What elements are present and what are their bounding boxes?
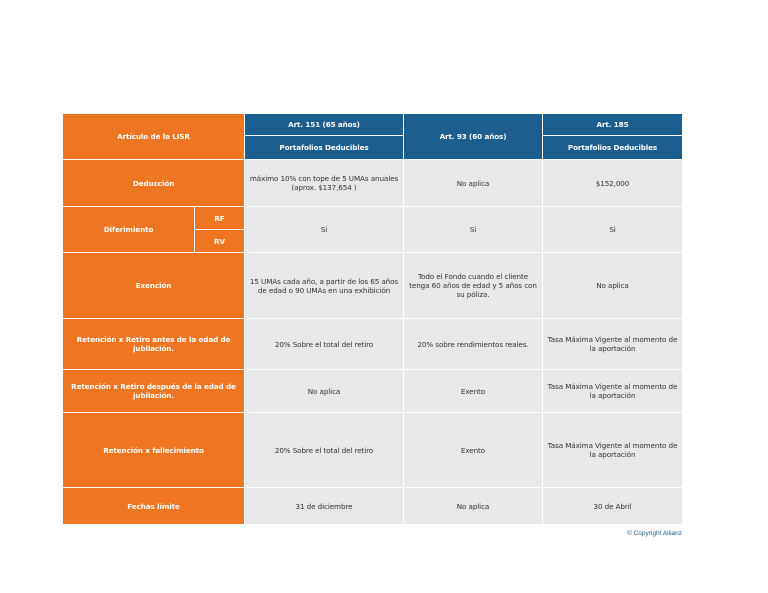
cell-retencion-antes-art93: 20% sobre rendimientos reales. bbox=[404, 319, 542, 369]
header-art151: Art. 151 (65 años) bbox=[245, 114, 403, 135]
row-label-exencion: Exención bbox=[63, 253, 244, 318]
header-art151-sub: Portafolios Deducibles bbox=[245, 136, 403, 159]
cell-retencion-antes-art185: Tasa Máxima Vigente al momento de la aportación bbox=[543, 319, 682, 369]
cell-fechas-art93: No aplica bbox=[404, 488, 542, 524]
header-art185: Art. 185 bbox=[543, 114, 682, 135]
cell-diferimiento-art93: Si bbox=[404, 207, 542, 252]
row-label-retencion-despues: Retención x Retiro después de la edad de jubilación. bbox=[63, 370, 244, 412]
cell-exencion-art151: 15 UMAs cada año, a partir de los 65 años de edad o 90 UMAs en una exhibición bbox=[245, 253, 403, 318]
cell-retencion-despues-art185: Tasa Máxima Vigente al momento de la aportación bbox=[543, 370, 682, 412]
cell-exencion-art93: Todo el Fondo cuando el cliente tenga 60 años de edad y 5 años con su póliza. bbox=[404, 253, 542, 318]
comparison-table bbox=[63, 114, 682, 524]
cell-deduccion-art185: $152,000 bbox=[543, 160, 682, 206]
row-sublabel-rv: RV bbox=[195, 230, 244, 252]
header-art93: Art. 93 (60 años) bbox=[404, 114, 542, 159]
row-sublabel-rf: RF bbox=[195, 207, 244, 229]
copyright-text: © Copyright Allianz bbox=[626, 530, 682, 537]
cell-retencion-antes-art151: 20% Sobre el total del retiro bbox=[245, 319, 403, 369]
cell-retencion-fallecimiento-art151: 20% Sobre el total del retiro bbox=[245, 413, 403, 487]
header-articulo: Artículo de la LISR bbox=[63, 114, 244, 159]
cell-retencion-fallecimiento-art185: Tasa Máxima Vigente al momento de la aportación bbox=[543, 413, 682, 487]
cell-deduccion-art93: No aplica bbox=[404, 160, 542, 206]
cell-retencion-despues-art151: No aplica bbox=[245, 370, 403, 412]
cell-deduccion-art151: máximo 10% con tope de 5 UMAs anuales (aprox. $137,654 ) bbox=[245, 160, 403, 206]
header-art185-sub: Portafolios Deducibles bbox=[543, 136, 682, 159]
row-label-retencion-fallecimiento: Retención x fallecimiento bbox=[63, 413, 244, 487]
row-label-deduccion: Deducción bbox=[63, 160, 244, 206]
row-label-diferimiento: Diferimiento bbox=[63, 207, 194, 252]
row-label-fechas: Fechas límite bbox=[63, 488, 244, 524]
cell-diferimiento-art185: Si bbox=[543, 207, 682, 252]
cell-exencion-art185: No aplica bbox=[543, 253, 682, 318]
cell-diferimiento-art151: Si bbox=[245, 207, 403, 252]
cell-retencion-despues-art93: Exento bbox=[404, 370, 542, 412]
cell-retencion-fallecimiento-art93: Exento bbox=[404, 413, 542, 487]
cell-fechas-art185: 30 de Abril bbox=[543, 488, 682, 524]
cell-fechas-art151: 31 de diciembre bbox=[245, 488, 403, 524]
row-label-retencion-antes: Retención x Retiro antes de la edad de jubilación. bbox=[63, 319, 244, 369]
